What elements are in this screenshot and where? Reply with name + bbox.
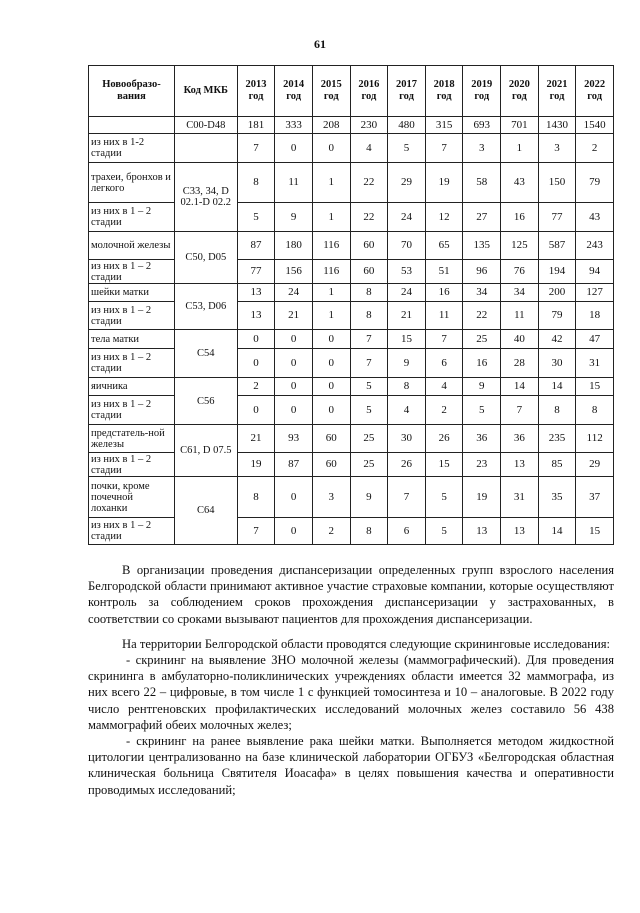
- year-value: 7: [425, 134, 463, 163]
- year-value: 7: [237, 518, 275, 545]
- year-value: 1: [312, 302, 350, 330]
- header-icd-code: Код МКБ: [174, 66, 237, 117]
- year-value: 16: [425, 284, 463, 302]
- year-value: 9: [388, 349, 426, 378]
- year-value: 7: [237, 134, 275, 163]
- table-row: [89, 330, 614, 349]
- year-value: 30: [538, 349, 576, 378]
- header-year: 2018 год: [425, 66, 463, 117]
- year-value: 34: [463, 284, 501, 302]
- neoplasm-name: из них в 1 – 2 стадии: [89, 453, 175, 477]
- year-value: 43: [501, 163, 539, 203]
- year-value: 5: [425, 518, 463, 545]
- year-value: 5: [237, 203, 275, 232]
- year-value: 0: [275, 477, 313, 518]
- year-value: 587: [538, 232, 576, 260]
- year-value: 0: [237, 330, 275, 349]
- year-value: 13: [501, 518, 539, 545]
- year-value: 0: [275, 330, 313, 349]
- neoplasm-name: предстатель-ной железы: [89, 425, 175, 453]
- year-value: 77: [538, 203, 576, 232]
- total-value: 315: [425, 117, 463, 134]
- table-row: [89, 284, 614, 302]
- year-value: 85: [538, 453, 576, 477]
- year-value: 15: [388, 330, 426, 349]
- year-value: 8: [237, 477, 275, 518]
- year-value: 5: [350, 378, 388, 396]
- year-value: 14: [501, 378, 539, 396]
- icd-code: [174, 134, 237, 163]
- year-value: 25: [350, 453, 388, 477]
- table-row: [89, 453, 614, 477]
- header-year: 2015 год: [312, 66, 350, 117]
- year-value: 15: [576, 378, 614, 396]
- icd-code: С33, 34, D 02.1-D 02.2: [174, 163, 237, 232]
- year-value: 3: [312, 477, 350, 518]
- year-value: 26: [388, 453, 426, 477]
- header-year: 2020 год: [501, 66, 539, 117]
- year-value: 0: [312, 134, 350, 163]
- year-value: 2: [312, 518, 350, 545]
- year-value: 9: [350, 477, 388, 518]
- year-value: 13: [237, 302, 275, 330]
- year-value: 7: [388, 477, 426, 518]
- year-value: 4: [425, 378, 463, 396]
- year-value: 65: [425, 232, 463, 260]
- year-value: 0: [275, 518, 313, 545]
- year-value: 22: [463, 302, 501, 330]
- year-value: 6: [425, 349, 463, 378]
- neoplasm-name: из них в 1 – 2 стадии: [89, 349, 175, 378]
- year-value: 40: [501, 330, 539, 349]
- year-value: 16: [501, 203, 539, 232]
- table-row: [89, 425, 614, 453]
- icd-code: С61, D 07.5: [174, 425, 237, 477]
- year-value: 19: [237, 453, 275, 477]
- year-value: 70: [388, 232, 426, 260]
- year-value: 35: [538, 477, 576, 518]
- header-year: 2016 год: [350, 66, 388, 117]
- year-value: 47: [576, 330, 614, 349]
- year-value: 43: [576, 203, 614, 232]
- year-value: 96: [463, 260, 501, 284]
- year-value: 6: [388, 518, 426, 545]
- year-value: 60: [312, 425, 350, 453]
- year-value: 93: [275, 425, 313, 453]
- year-value: 180: [275, 232, 313, 260]
- year-value: 21: [275, 302, 313, 330]
- icd-code: С54: [174, 330, 237, 378]
- total-value: 693: [463, 117, 501, 134]
- table-row: [89, 134, 614, 163]
- header-year: 2017 год: [388, 66, 426, 117]
- table-row: [89, 232, 614, 260]
- year-value: 2: [237, 378, 275, 396]
- paragraph-screening-intro: На территории Белгородской области проводятся следующие скрининговые исследования:: [122, 636, 611, 651]
- year-value: 11: [275, 163, 313, 203]
- year-value: 25: [350, 425, 388, 453]
- year-value: 8: [350, 284, 388, 302]
- year-value: 87: [237, 232, 275, 260]
- neoplasm-name: яичника: [89, 378, 175, 396]
- incidence-table: [88, 65, 614, 545]
- year-value: 79: [538, 302, 576, 330]
- neoplasm-name: трахеи, бронхов и легкого: [89, 163, 175, 203]
- total-value: 208: [312, 117, 350, 134]
- body-text: [88, 562, 614, 798]
- year-value: 5: [463, 396, 501, 425]
- year-value: 24: [275, 284, 313, 302]
- year-value: 0: [312, 330, 350, 349]
- icd-code: С64: [174, 477, 237, 545]
- total-value: 1540: [576, 117, 614, 134]
- year-value: 2: [576, 134, 614, 163]
- year-value: 14: [538, 378, 576, 396]
- year-value: 21: [237, 425, 275, 453]
- year-value: 60: [350, 232, 388, 260]
- year-value: 0: [275, 378, 313, 396]
- total-value: 333: [275, 117, 313, 134]
- year-value: 0: [275, 134, 313, 163]
- header-neoplasm: Новообразо-вания: [89, 66, 175, 117]
- year-value: 29: [576, 453, 614, 477]
- table-row: [89, 163, 614, 203]
- year-value: 36: [501, 425, 539, 453]
- neoplasm-name: из них в 1 – 2 стадии: [89, 518, 175, 545]
- year-value: 15: [425, 453, 463, 477]
- year-value: 7: [350, 330, 388, 349]
- year-value: 11: [501, 302, 539, 330]
- year-value: 29: [388, 163, 426, 203]
- year-value: 16: [463, 349, 501, 378]
- neoplasm-name: тела матки: [89, 330, 175, 349]
- table-row: [89, 378, 614, 396]
- table-row: [89, 260, 614, 284]
- year-value: 23: [463, 453, 501, 477]
- neoplasm-name: почки, кроме почечной лоханки: [89, 477, 175, 518]
- year-value: 0: [237, 396, 275, 425]
- table-row: [89, 302, 614, 330]
- year-value: 19: [463, 477, 501, 518]
- year-value: 9: [463, 378, 501, 396]
- year-value: 19: [425, 163, 463, 203]
- paragraph-insurance: В организации проведения диспансеризации определенных групп взрослого населения Белгородской области принимают активное участие страховые компании, которые осуществляют контроль за соблюдением сроков прохождения диспансеризации у застрахованных, в соответствии со сроками вызывают пациентов для прохождения диспансеризации.: [88, 563, 614, 626]
- year-value: 77: [237, 260, 275, 284]
- year-value: 8: [350, 302, 388, 330]
- neoplasm-name: из них в 1 – 2 стадии: [89, 203, 175, 232]
- year-value: 7: [425, 330, 463, 349]
- header-year: 2014 год: [275, 66, 313, 117]
- year-value: 3: [463, 134, 501, 163]
- year-value: 156: [275, 260, 313, 284]
- year-value: 8: [576, 396, 614, 425]
- year-value: 8: [237, 163, 275, 203]
- year-value: 0: [312, 378, 350, 396]
- page-number: 61: [314, 37, 326, 51]
- year-value: 24: [388, 284, 426, 302]
- year-value: 26: [425, 425, 463, 453]
- total-code: С00-D48: [174, 117, 237, 134]
- year-value: 15: [576, 518, 614, 545]
- year-value: 243: [576, 232, 614, 260]
- table-row: [89, 518, 614, 545]
- year-value: 36: [463, 425, 501, 453]
- neoplasm-name: шейки матки: [89, 284, 175, 302]
- total-value: 181: [237, 117, 275, 134]
- year-value: 22: [350, 163, 388, 203]
- year-value: 135: [463, 232, 501, 260]
- year-value: 31: [576, 349, 614, 378]
- year-value: 200: [538, 284, 576, 302]
- year-value: 1: [312, 163, 350, 203]
- total-row: [89, 117, 614, 134]
- year-value: 60: [312, 453, 350, 477]
- year-value: 14: [538, 518, 576, 545]
- neoplasm-name: молочной железы: [89, 232, 175, 260]
- year-value: 3: [538, 134, 576, 163]
- year-value: 150: [538, 163, 576, 203]
- year-value: 9: [275, 203, 313, 232]
- year-value: 5: [388, 134, 426, 163]
- year-value: 125: [501, 232, 539, 260]
- year-value: 21: [388, 302, 426, 330]
- year-value: 13: [237, 284, 275, 302]
- table-row: [89, 396, 614, 425]
- year-value: 8: [538, 396, 576, 425]
- year-value: 31: [501, 477, 539, 518]
- table-row: [89, 349, 614, 378]
- neoplasm-name: из них в 1 – 2 стадии: [89, 260, 175, 284]
- paragraph-mammography: - скрининг на выявление ЗНО молочной железы (маммографический). Для проведения скрининга в амбулаторно-поликлинических учреждениях области имеется 32 маммографа, из них всего 22 – цифровые, в том числе 1 с функцией томосинтеза и 10 – аналоговые. В 2022 году число рентгеновских профилактических исследований молочных желез составило 56 438 маммографий обеих молочных желез;: [88, 653, 614, 732]
- year-value: 58: [463, 163, 501, 203]
- year-value: 0: [312, 396, 350, 425]
- header-year: 2021 год: [538, 66, 576, 117]
- year-value: 76: [501, 260, 539, 284]
- year-value: 1: [312, 284, 350, 302]
- year-value: 18: [576, 302, 614, 330]
- year-value: 235: [538, 425, 576, 453]
- year-value: 60: [350, 260, 388, 284]
- year-value: 0: [275, 349, 313, 378]
- header-year: 2013 год: [237, 66, 275, 117]
- year-value: 116: [312, 232, 350, 260]
- year-value: 4: [350, 134, 388, 163]
- year-value: 194: [538, 260, 576, 284]
- icd-code: С53, D06: [174, 284, 237, 330]
- neoplasm-name: из них в 1 – 2 стадии: [89, 302, 175, 330]
- year-value: 51: [425, 260, 463, 284]
- year-value: 27: [463, 203, 501, 232]
- neoplasm-name: из них в 1-2 стадии: [89, 134, 175, 163]
- year-value: 22: [350, 203, 388, 232]
- year-value: 30: [388, 425, 426, 453]
- year-value: 11: [425, 302, 463, 330]
- year-value: 13: [501, 453, 539, 477]
- year-value: 79: [576, 163, 614, 203]
- year-value: 5: [350, 396, 388, 425]
- total-value: 480: [388, 117, 426, 134]
- year-value: 13: [463, 518, 501, 545]
- year-value: 2: [425, 396, 463, 425]
- year-value: 28: [501, 349, 539, 378]
- year-value: 34: [501, 284, 539, 302]
- year-value: 5: [425, 477, 463, 518]
- total-value: 230: [350, 117, 388, 134]
- header-year: 2019 год: [463, 66, 501, 117]
- year-value: 1: [312, 203, 350, 232]
- paragraph-cervical: - скрининг на ранее выявление рака шейки матки. Выполняется методом жидкостной цитологии централизованно на базе клинической лаборатории ОГБУЗ «Белгородская областная клиническая больница Святителя Иоасафа» в целях повышения качества и оперативности проводимых исследований;: [88, 734, 614, 797]
- year-value: 116: [312, 260, 350, 284]
- year-value: 0: [237, 349, 275, 378]
- year-value: 7: [501, 396, 539, 425]
- header-year: 2022 год: [576, 66, 614, 117]
- year-value: 0: [312, 349, 350, 378]
- icd-code: С50, D05: [174, 232, 237, 284]
- total-value: 701: [501, 117, 539, 134]
- year-value: 87: [275, 453, 313, 477]
- table-row: [89, 203, 614, 232]
- year-value: 8: [350, 518, 388, 545]
- year-value: 8: [388, 378, 426, 396]
- table-header-row: [89, 66, 614, 117]
- year-value: 12: [425, 203, 463, 232]
- year-value: 25: [463, 330, 501, 349]
- table-row: [89, 477, 614, 518]
- year-value: 53: [388, 260, 426, 284]
- year-value: 127: [576, 284, 614, 302]
- year-value: 0: [275, 396, 313, 425]
- total-value: 1430: [538, 117, 576, 134]
- neoplasm-name: из них в 1 – 2 стадии: [89, 396, 175, 425]
- icd-code: С56: [174, 378, 237, 425]
- year-value: 94: [576, 260, 614, 284]
- year-value: 7: [350, 349, 388, 378]
- year-value: 1: [501, 134, 539, 163]
- year-value: 24: [388, 203, 426, 232]
- year-value: 37: [576, 477, 614, 518]
- year-value: 42: [538, 330, 576, 349]
- year-value: 112: [576, 425, 614, 453]
- year-value: 4: [388, 396, 426, 425]
